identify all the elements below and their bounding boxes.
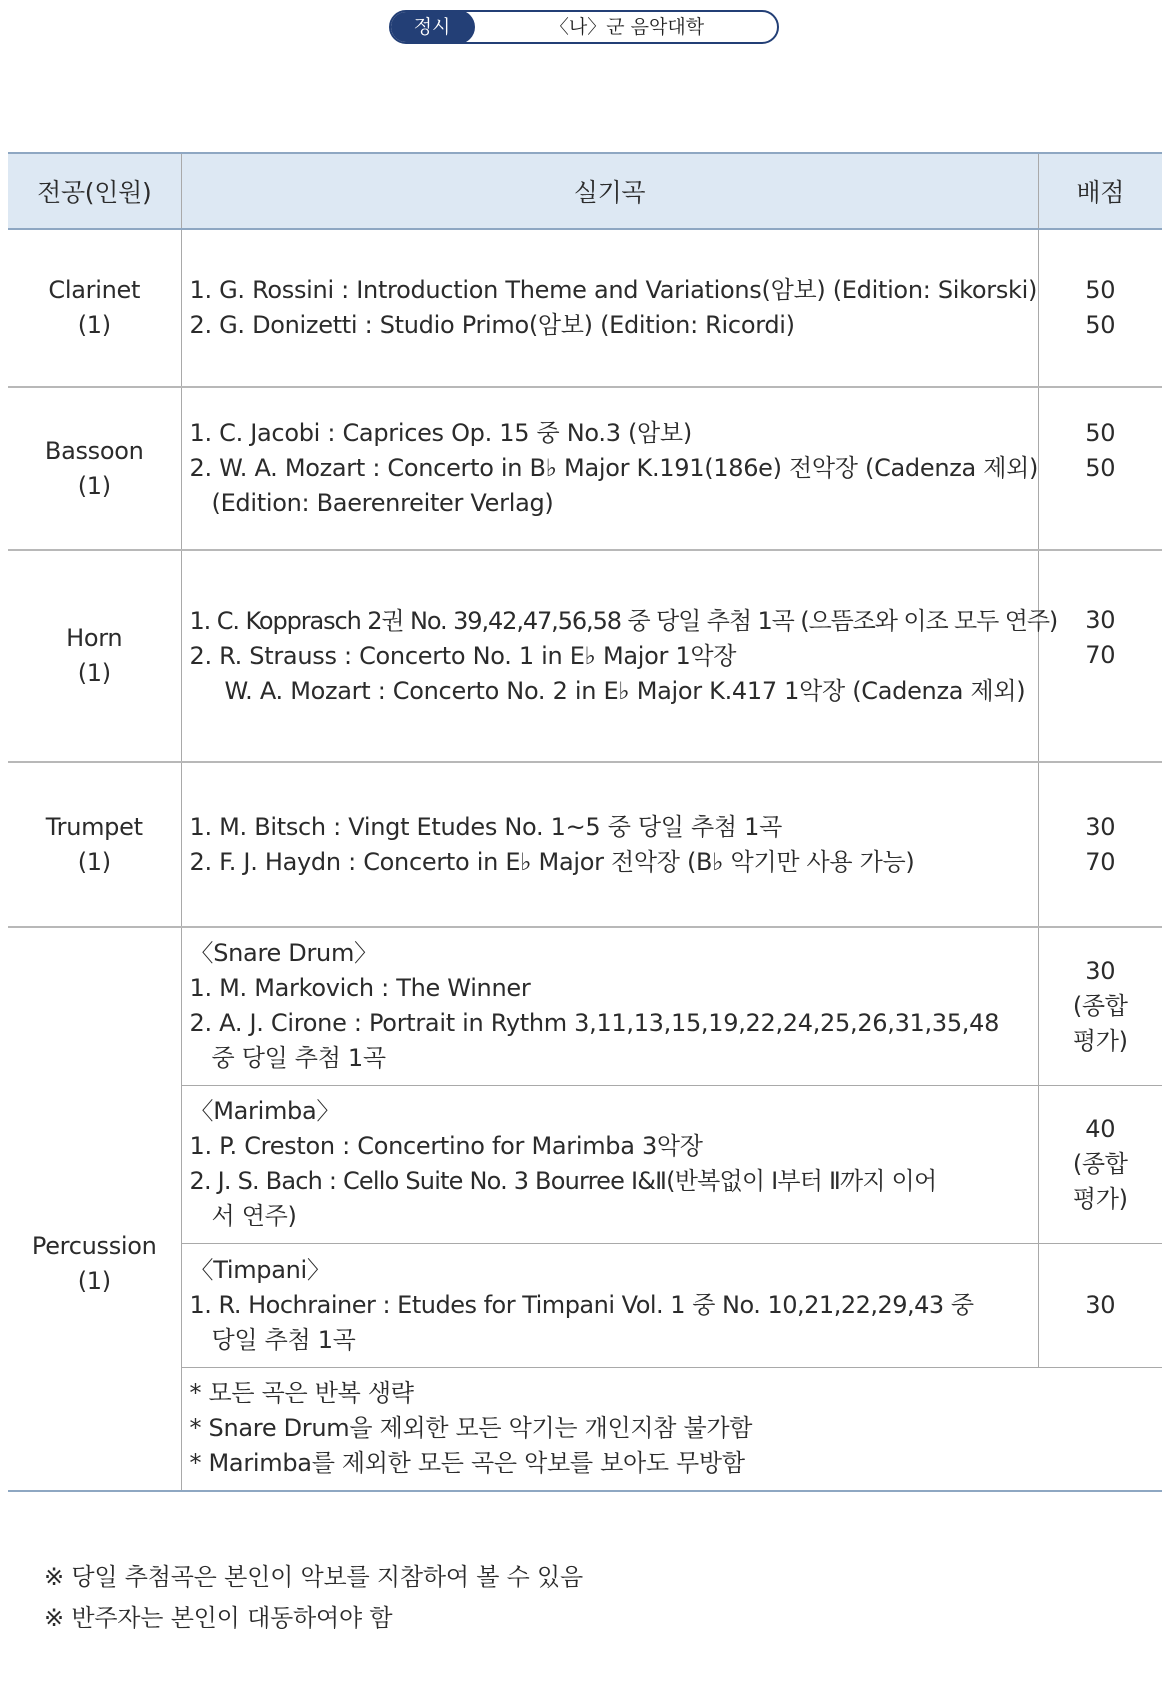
- score-cell: [1038, 762, 1162, 927]
- piece-line: 2. W. A. Mozart : Concerto in B♭ Major K.191(186e) 전악장 (Cadenza 제외): [189, 454, 1039, 482]
- pieces-cell: [181, 762, 1038, 927]
- section-title: 〈Snare Drum〉: [189, 939, 378, 968]
- major-cell: [8, 229, 181, 387]
- admission-type-badge: 정시: [389, 10, 475, 44]
- score-cell: [1038, 1243, 1162, 1367]
- score-note: (종합: [1072, 1149, 1128, 1178]
- column-header-score: 배점: [1038, 153, 1162, 229]
- pieces-cell: [181, 1085, 1038, 1243]
- piece-line: 서 연주): [211, 1202, 297, 1230]
- table-row-bassoon: [8, 387, 1162, 550]
- table-header-row: [8, 153, 1162, 229]
- score-note: 평가): [1072, 1026, 1128, 1055]
- piece-line: 2. J. S. Bach : Cello Suite No. 3 Bourree Ⅰ&Ⅱ(반복없이 Ⅰ부터 Ⅱ까지 이어: [189, 1167, 937, 1195]
- piece-line: 1. G. Rossini : Introduction Theme and Variations(암보) (Edition: Sikorski): [189, 276, 1038, 304]
- table-row-percussion-timpani: [8, 1243, 1162, 1367]
- piece-line: 1. C. Jacobi : Caprices Op. 15 중 No.3 (암보): [189, 419, 692, 447]
- score-value: 30: [1085, 606, 1116, 634]
- column-header-pieces: 실기곡: [181, 153, 1038, 229]
- major-count: (1): [77, 847, 111, 876]
- table-row-percussion-notes: [8, 1367, 1162, 1491]
- score-value: 50: [1085, 454, 1116, 482]
- pieces-cell: [181, 229, 1038, 387]
- note-line: * 모든 곡은 반복 생략: [189, 1379, 414, 1408]
- pieces-cell: [181, 927, 1038, 1085]
- major-cell: [8, 762, 181, 927]
- score-value: 40: [1085, 1114, 1116, 1143]
- major-name: Percussion: [31, 1231, 157, 1260]
- major-name: Trumpet: [45, 812, 143, 841]
- score-cell: [1038, 229, 1162, 387]
- score-cell: [1038, 387, 1162, 550]
- piece-line: 1. M. Bitsch : Vingt Etudes No. 1~5 중 당일 추첨 1곡: [189, 812, 782, 841]
- piece-line: 당일 추첨 1곡: [211, 1325, 356, 1354]
- notes-cell: [181, 1367, 1162, 1491]
- piece-line: 1. P. Creston : Concertino for Marimba 3악장: [189, 1132, 703, 1160]
- major-count: (1): [77, 659, 111, 687]
- score-value: 50: [1085, 311, 1116, 339]
- major-count: (1): [77, 471, 111, 500]
- note-line: * Marimba를 제외한 모든 곡은 악보를 보아도 무방함: [189, 1449, 745, 1478]
- score-value: 50: [1085, 276, 1116, 304]
- pieces-cell: [181, 550, 1058, 762]
- score-value: 30: [1085, 812, 1116, 841]
- piece-line: 2. F. J. Haydn : Concerto in E♭ Major 전악장 (B♭ 악기만 사용 가능): [189, 847, 915, 876]
- piece-line: 1. C. Kopprasch 2권 No. 39,42,47,56,58 중 당일 추첨 1곡 (으뜸조와 이조 모두 연주): [189, 606, 1058, 635]
- score-value: 70: [1085, 641, 1116, 669]
- footnote: ※ 당일 추첨곡은 본인이 악보를 지참하여 볼 수 있음: [44, 1563, 584, 1591]
- score-value: 50: [1085, 419, 1116, 447]
- piece-line: 2. G. Donizetti : Studio Primo(암보) (Edition: Ricordi): [189, 311, 795, 339]
- major-cell: [8, 387, 181, 550]
- major-count: (1): [77, 311, 111, 339]
- piece-line: 1. M. Markovich : The Winner: [189, 974, 531, 1003]
- score-value: 30: [1085, 956, 1116, 985]
- section-title: 〈Timpani〉: [189, 1255, 331, 1284]
- score-cell: [1038, 550, 1162, 762]
- major-cell: [8, 927, 181, 1491]
- category-pill: [389, 10, 779, 44]
- audition-repertoire-table: [8, 152, 1162, 1492]
- piece-line: 2. R. Strauss : Concerto No. 1 in E♭ Major 1악장: [189, 641, 737, 670]
- piece-line: (Edition: Baerenreiter Verlag): [211, 489, 554, 517]
- college-title: 〈나〉군 음악대학: [549, 16, 705, 38]
- table-row-horn: [8, 550, 1162, 762]
- score-cell: [1038, 927, 1162, 1085]
- table-row-percussion-marimba: [8, 1085, 1162, 1243]
- major-name: Horn: [66, 624, 123, 652]
- table-row-clarinet: [8, 229, 1162, 387]
- footnote: ※ 반주자는 본인이 대동하여야 함: [44, 1604, 393, 1632]
- score-note: 평가): [1072, 1184, 1128, 1213]
- piece-line: 1. R. Hochrainer : Etudes for Timpani Vol. 1 중 No. 10,21,22,29,43 중: [189, 1290, 974, 1319]
- pieces-cell: [181, 387, 1038, 550]
- score-cell: [1038, 1085, 1162, 1243]
- score-note: (종합: [1072, 991, 1128, 1020]
- table-row-percussion-snare: [8, 927, 1162, 1085]
- column-header-major: 전공(인원): [8, 153, 181, 229]
- piece-line: 2. A. J. Cirone : Portrait in Rythm 3,11,13,15,19,22,24,25,26,31,35,48: [189, 1009, 1000, 1038]
- major-name: Clarinet: [48, 276, 141, 304]
- piece-line: 중 당일 추첨 1곡: [211, 1044, 386, 1073]
- pieces-cell: [181, 1243, 1038, 1367]
- score-value: 70: [1085, 847, 1116, 876]
- major-name: Bassoon: [44, 436, 144, 465]
- section-title: 〈Marimba〉: [189, 1097, 341, 1125]
- score-value: 30: [1085, 1290, 1116, 1319]
- table-row-trumpet: [8, 762, 1162, 927]
- note-line: * Snare Drum을 제외한 모든 악기는 개인지참 불가함: [189, 1414, 753, 1443]
- major-count: (1): [77, 1266, 111, 1295]
- major-cell: [8, 550, 181, 762]
- piece-line: W. A. Mozart : Concerto No. 2 in E♭ Major K.417 1악장 (Cadenza 제외): [224, 676, 1026, 705]
